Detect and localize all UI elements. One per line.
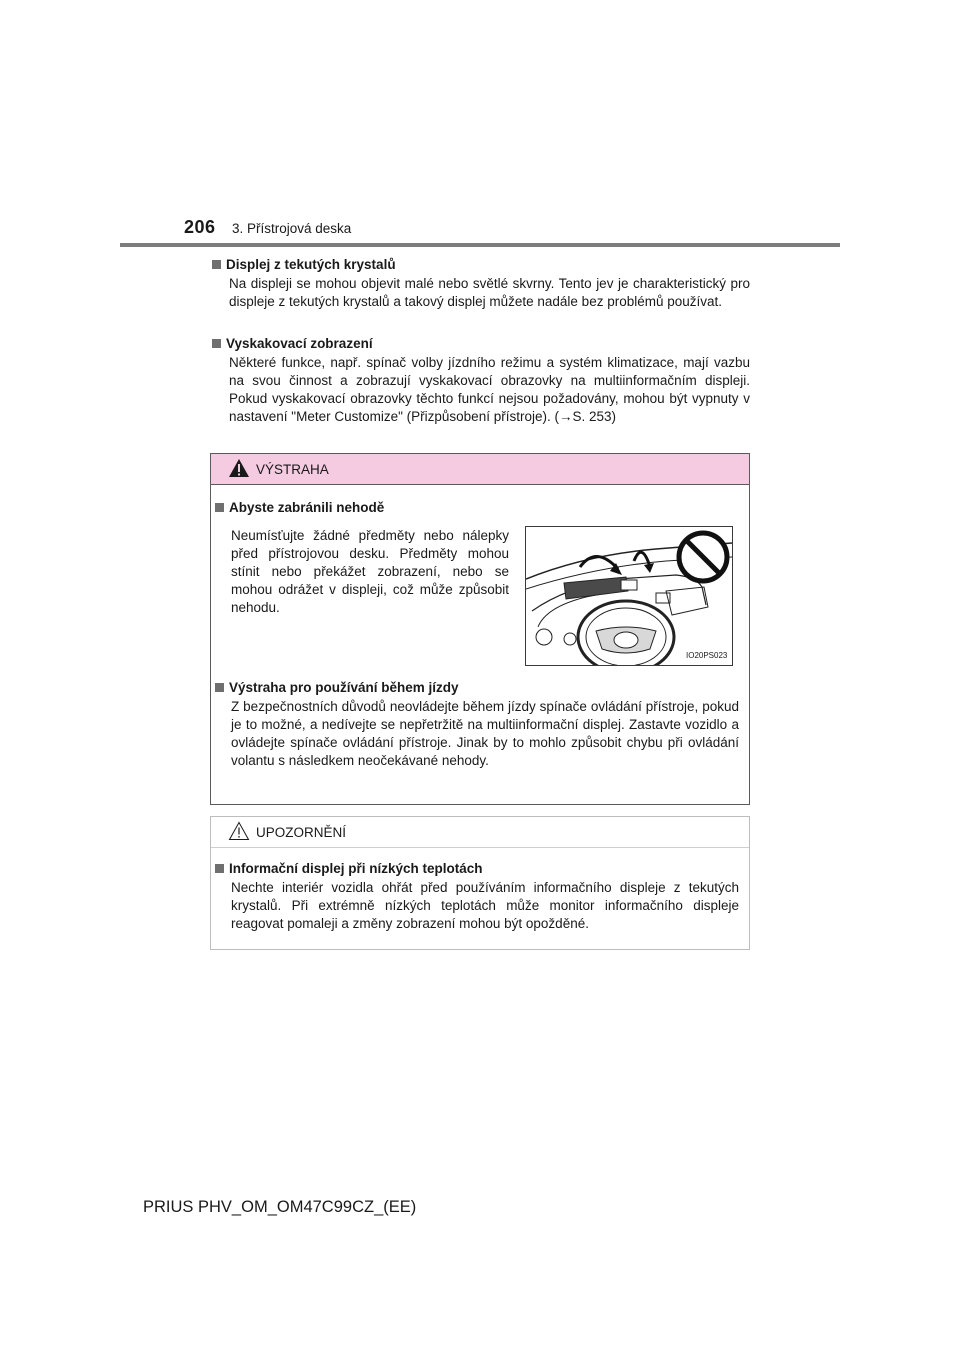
caution-item-low-temperature — [215, 859, 741, 933]
square-bullet-icon — [215, 864, 224, 873]
section-title: Vyskakovací zobrazení — [212, 334, 750, 354]
warning-item-title: Výstraha pro používání během jízdy — [215, 678, 741, 698]
warning-triangle-icon — [228, 458, 250, 478]
square-bullet-icon — [215, 683, 224, 692]
warning-item-body: Z bezpečnostních důvodů neovládejte během jízdy spínače ovládání přístroje, pokud je to možné, a nedívejte se nepřetržitě na multiinformační displej. Zastavte vozidlo a ovládejte spínače ovládání přístroje. Jinak by to mohlo způsobit chybu při ovládání volantu s následkem neočekávané nehody. — [231, 699, 739, 768]
manual-code: PRIUS PHV_OM_OM47C99CZ_(EE) — [143, 1198, 417, 1216]
square-bullet-icon — [215, 503, 224, 512]
warning-item-body: Neumísťujte žádné předměty nebo nálepky před přístrojovou desku. Předměty mohou stínit nebo překážet zobrazení, nebo se mohou odrážet v displeji, což může způsobit nehodu. — [231, 528, 509, 615]
header-rule — [120, 243, 840, 247]
section-popup-display — [212, 334, 750, 426]
chapter-title: 3. Přístrojová deska — [232, 221, 352, 236]
caution-box-header — [211, 817, 749, 848]
warning-box-header — [211, 454, 749, 485]
warning-item-title: Abyste zabránili nehodě — [215, 498, 741, 518]
caution-item-body: Nechte interiér vozidla ohřát před používáním informačního displeje z tekutých krystalů. Při extrémně nízkých teplotách může monitor informačního displeje reagovat pomaleji a změny zobrazení mohou být opožděné. — [231, 880, 739, 931]
section-lcd-display — [212, 255, 750, 311]
caution-item-title: Informační displej při nízkých teplotách — [215, 859, 741, 879]
square-bullet-icon — [212, 260, 221, 269]
caution-box — [210, 816, 750, 950]
caution-triangle-icon — [228, 821, 250, 841]
dashboard-objects-warning-image — [526, 527, 732, 665]
section-body: Některé funkce, např. spínač volby jízdního režimu a systém klimatizace, mají vazbu na svou činnost a zobrazují vyskakovací obrazovky na multiinformačním displeji. Pokud vyskakovací obrazovky těchto funkcí nejsou požadovány, mohou být vypnuty v nastavení "Meter Customize" (Přizpůsobení přístroje). (→S. 253) — [229, 355, 750, 424]
warning-box-label: VÝSTRAHA — [256, 462, 329, 477]
caution-box-label: UPOZORNĚNÍ — [256, 825, 347, 840]
dashboard-illustration — [525, 526, 733, 666]
square-bullet-icon — [212, 339, 221, 348]
section-body: Na displeji se mohou objevit malé nebo světlé skvrny. Tento jev je charakteristický pro displeje z tekutých krystalů a takový displej můžete nadále bez problémů používat. — [229, 276, 750, 309]
page-number: 206 — [184, 217, 216, 237]
figure-code: IO20PS023 — [686, 651, 728, 660]
warning-item-driving — [215, 678, 741, 770]
section-title: Displej z tekutých krystalů — [212, 255, 750, 275]
